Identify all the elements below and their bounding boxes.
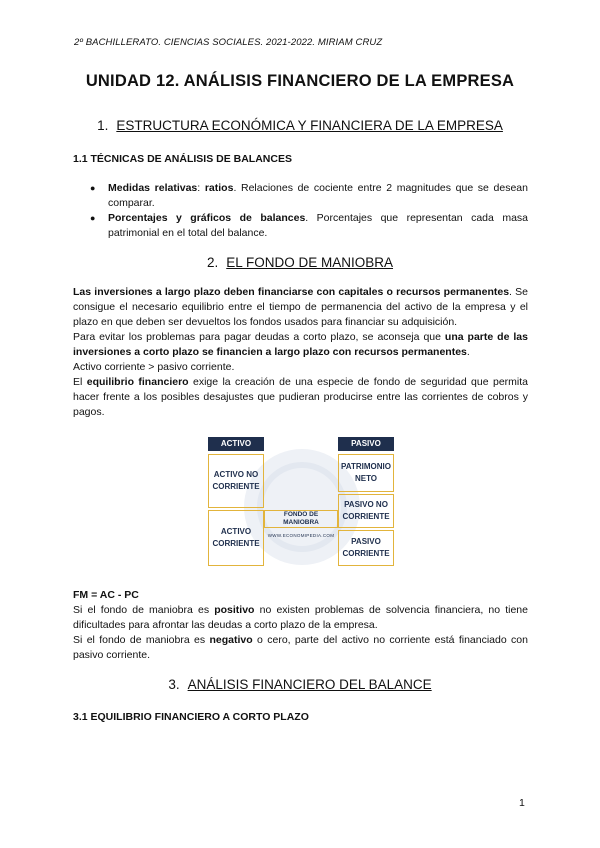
text-run: . Porcentajes que representan cada masa patrimonial en el total del balance. (108, 212, 529, 239)
text-run: exige la creación de una especie de fondo de seguridad que permita hacer frente a los posibles desajustes que pudieran producirse entre las corrientes de cobros y pagos. (73, 376, 528, 418)
section-title: ESTRUCTURA ECONÓMICA Y FINANCIERA DE LA EMPRESA (116, 118, 503, 133)
section-heading-2 (0, 255, 600, 270)
bold-term: Porcentajes y gráficos de balances (108, 212, 306, 224)
bold-text: positivo (214, 604, 255, 616)
fondo-paragraphs (73, 285, 528, 420)
paragraph (73, 603, 528, 633)
fm-formula (73, 588, 528, 603)
activo-no-corriente-box: ACTIVO NO CORRIENTE (208, 454, 264, 508)
text-run: . Relaciones de cociente entre 2 magnitudes que se desean comparar. (108, 182, 528, 209)
fm-paragraphs (73, 588, 528, 663)
pasivo-header: PASIVO (338, 437, 394, 451)
text-run: . (466, 346, 470, 358)
section-heading-1 (0, 118, 600, 133)
patrimonio-neto-box: PATRIMONIO NETO (338, 454, 394, 492)
bullet-icon: ● (90, 183, 96, 193)
activo-header: ACTIVO (208, 437, 264, 451)
section-number: 2. (206, 255, 219, 270)
bullet-list (73, 181, 528, 241)
section-title: EL FONDO DE MANIOBRA (226, 255, 394, 270)
bold-text: FM = AC - PC (73, 589, 139, 601)
bold-term: Medidas relativas (108, 182, 198, 194)
section-number: 3. (168, 677, 180, 692)
text-run: Si el fondo de maniobra es (73, 604, 215, 616)
text-run: Si el fondo de maniobra es (73, 634, 210, 646)
page-number: 1 (519, 797, 525, 809)
subsection-heading-3-1: 3.1 EQUILIBRIO FINANCIERO A CORTO PLAZO (73, 711, 309, 723)
pasivo-corriente-box: PASIVO CORRIENTE (338, 530, 394, 566)
activo-corriente-box: ACTIVO CORRIENTE (208, 510, 264, 566)
bullet-icon: ● (90, 213, 96, 223)
running-header: 2º BACHILLERATO. CIENCIAS SOCIALES. 2021-2022. MIRIAM CRUZ (74, 37, 383, 48)
subsection-heading-1-1: 1.1 TÉCNICAS DE ANÁLISIS DE BALANCES (73, 153, 292, 165)
bold-text: una parte de las inversiones a corto plazo se financien a largo plazo con recursos permanentes (73, 331, 528, 358)
watermark-url: WWW.ECONOMIPEDIA.COM (267, 533, 335, 538)
section-heading-3 (0, 677, 600, 692)
paragraph (73, 375, 528, 420)
paragraph (73, 330, 528, 360)
text-run: o cero, parte del activo no corriente está financiado con pasivo corriente. (73, 634, 528, 661)
text-run: : (197, 182, 205, 194)
paragraph (73, 285, 528, 330)
page-title: UNIDAD 12. ANÁLISIS FINANCIERO DE LA EMPRESA (85, 72, 515, 90)
bold-text: negativo (209, 634, 253, 646)
paragraph (73, 633, 528, 663)
text-run: El (73, 376, 87, 388)
text-run: . Se consigue el necesario equilibrio entre el tiempo de permanencia del activo de la empresa y el plazo en que deben ser devueltos los fondos usados para financiar su adquisición. (73, 286, 528, 328)
section-number: 1. (97, 118, 109, 133)
paragraph: Activo corriente > pasivo corriente. (73, 361, 235, 373)
text-run: no existen problemas de solvencia financiera, no tiene dificultades para afrontar las deudas a corto plazo de la empresa. (73, 604, 528, 631)
bold-text: equilibrio financiero (86, 376, 189, 388)
fondo-maniobra-label: FONDO DE MANIOBRA (283, 511, 319, 526)
pasivo-no-corriente-box: PASIVO NO CORRIENTE (338, 494, 394, 528)
section-title: ANÁLISIS FINANCIERO DEL BALANCE (187, 677, 432, 692)
balance-diagram (208, 437, 396, 569)
text-run: Para evitar los problemas para pagar deudas a corto plazo, se aconseja que (73, 331, 445, 343)
list-item (73, 181, 528, 211)
bold-text: Las inversiones a largo plazo deben financiarse con capitales o recursos permanentes (73, 286, 510, 298)
bold-term: ratios (204, 182, 234, 194)
list-item (73, 211, 528, 241)
